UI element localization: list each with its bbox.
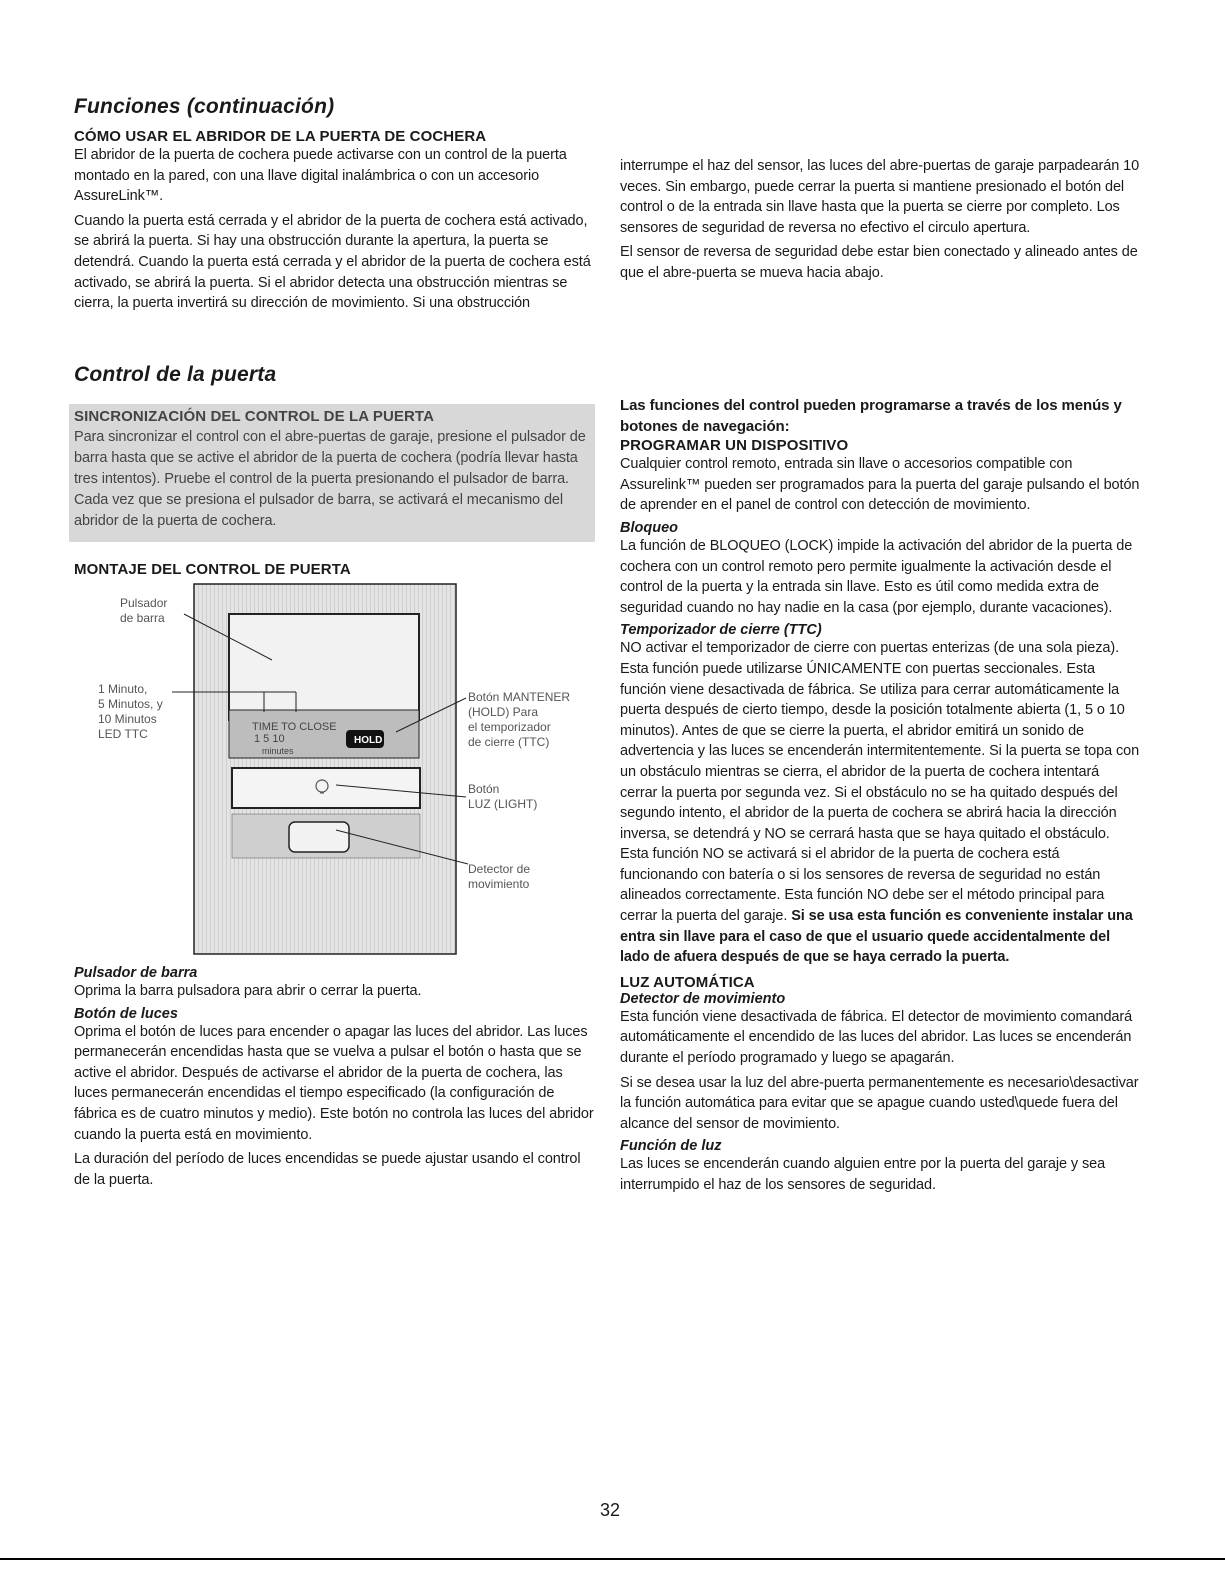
mount-block [74,561,351,578]
menu-intro: Las funciones del control pueden programarse a través de los menús y botones de navegación: [620,397,1122,435]
label-bar [120,596,167,626]
motion-subhead: Detector de movimiento [620,990,786,1007]
mount-heading: MONTAJE DEL CONTROL DE PUERTA [74,561,351,578]
motion-paragraph-2: Si se desea usar la luz del abre-puerta permanentemente es necesario\desactivar la función automática para evitar que se apague cuando usted\quede fuera del alcance del sensor de movimiento. [620,1074,1139,1132]
label-bar-line-1: Pulsador [120,596,168,610]
ttc-panel-minutes: minutes [262,746,294,756]
diagram-svg [74,582,594,962]
label-hold-line-4: de cierre (TTC) [468,735,550,749]
label-hold-line-2: (HOLD) Para [468,705,539,719]
light-paragraph-1: Oprima el botón de luces para encender o apagar las luces del abridor. Las luces permanecerán encendidas hasta que se vuelva a pulsar el botón o hasta que se active el abridor. Después de activarse el abridor de la puerta de cochera, las luces permanecerán encendidas el tiempo especificado (la configuración de fábrica es de cuatro minutos y medio). Este botón no controla las luces del abridor cuando la puerta está en movimiento. [74,1023,594,1143]
label-light-line-2: LUZ (LIGHT) [468,797,538,811]
label-light-line-1: Botón [468,782,500,796]
bar-subhead: Pulsador de barra [74,965,198,981]
control-title [74,363,276,387]
program-text: Cualquier control remoto, entrada sin llave o accesorios compatible con Assurelink™ pueden ser programados para la puerta del garaje pulsando el botón de aprender en el panel de control con detección de movimiento. [620,456,1140,514]
motion-detector [289,822,349,852]
how-to-paragraph-1: El abridor de la puerta de cochera puede activarse con un control de la puerta montado en la pared, con una llave digital inalámbrica o con un accesorio AssureLink™. [74,147,567,205]
label-hold [468,690,570,750]
label-ttc [98,682,163,742]
label-ttc-line-3: 10 Minutos [98,712,157,726]
lightfn-text: Las luces se encenderán cuando alguien entre por la puerta del garaje y sea interrumpido el haz de los sensores de seguridad. [620,1156,1106,1193]
label-hold-line-1: Botón MANTENER [468,690,571,704]
right-lower-block [620,396,1140,1196]
control-title-text: Control de la puerta [74,363,277,386]
section-title [74,95,334,119]
label-ttc-line-1: 1 Minuto, [98,682,148,696]
how-to-use-block [74,128,594,314]
ttc-text [620,638,1140,968]
lock-subhead: Bloqueo [620,519,678,536]
lightfn-subhead: Función de luz [620,1138,722,1155]
door-control-diagram [74,582,594,962]
label-light [468,782,537,812]
page-number: 32 [599,1500,621,1520]
lock-text: La función de BLOQUEO (LOCK) impide la activación del abridor de la puerta de cochera con un control remoto pero permite igualmente la activación desde el control de la puerta y la entrada sin llave. Esto es útil como medida extra de seguridad cuando no hay nadie en la casa (por ejemplo, durante vacaciones). [620,537,1133,616]
how-to-paragraph-2: Cuando la puerta está cerrada y el abridor de la puerta de cochera está activado, se abrirá la puerta. Si hay una obstrucción durante la apertura, la puerta se detendrá. Cuando la puerta está cerrada y el abridor de la puerta de cochera está activado, se abrirá la puerta. Si el abridor detecta una obstrucción mientras se cierra, la puerta invertirá su dirección de movimiento. Si una obstrucción [74,212,591,312]
bottom-rule [0,1558,1225,1560]
label-motion-line-1: Detector de [468,862,531,876]
ttc-subhead: Temporizador de cierre (TTC) [620,622,822,639]
hold-button-label: HOLD [354,735,383,746]
left-lower-block [74,965,594,1190]
light-button [232,768,420,808]
sync-heading: SINCRONIZACIÓN DEL CONTROL DE LA PUERTA [74,408,435,425]
ttc-panel-nums: 1 5 10 [254,733,285,745]
ttc-panel-label: TIME TO CLOSE [252,721,337,733]
label-motion [468,862,530,892]
how-to-heading: CÓMO USAR EL ABRIDOR DE LA PUERTA DE COCHERA [74,128,487,145]
auto-light-heading: LUZ AUTOMÁTICA [620,973,755,991]
label-ttc-line-4: LED TTC [98,727,148,741]
section-title-text: Funciones (continuación) [74,95,335,118]
sync-text: Para sincronizar el control con el abre-puertas de garaje, presione el pulsador de barra hasta que se active el abridor de la puerta de cochera (podría llevar hasta tres intentos). Pruebe el control de la puerta presionando el pulsador de barra. Cada vez que se presiona el pulsador de barra, se activará el mecanismo del abridor de la puerta de cochera. [74,429,586,529]
bar-text: Oprima la barra pulsadora para abrir o cerrar la puerta. [74,983,422,999]
light-subhead: Botón de luces [74,1005,178,1022]
label-ttc-line-2: 5 Minutos, y [98,697,163,711]
continuation-paragraph-1: interrumpe el haz del sensor, las luces del abre-puertas de garaje parpadearán 10 veces. Sin embargo, puede cerrar la puerta si mantiene presionado el botón del control o de la entrada sin llave hasta que la puerta se cierre por completo. Los sensores de seguridad de reversa no efectivo el circulo apertura. [620,158,1140,236]
label-hold-line-3: el temporizador [468,720,551,734]
program-heading: PROGRAMAR UN DISPOSITIVO [620,437,849,455]
bar-button [229,614,419,720]
label-bar-line-2: de barra [120,611,165,625]
label-motion-line-2: movimiento [468,877,530,891]
sync-box [69,404,595,542]
light-paragraph-2: La duración del período de luces encendidas se puede ajustar usando el control de la puerta. [74,1151,581,1188]
motion-paragraph-1: Esta función viene desactivada de fábrica. El detector de movimiento comandará automáticamente el encendido de las luces del abridor. Las luces se encenderán durante el período programado y luego se apagarán. [620,1008,1133,1067]
ttc-text-bold: Si se usa esta función es conveniente instalar una entra sin llave para el caso de que el usuario quede accidentalmente del lado de afuera después de que se haya cerrado la puerta. [620,908,1133,966]
ttc-text-regular: NO activar el temporizador de cierre con puertas enterizas (de una sola pieza). Esta función puede utilizarse ÚNICAMENTE con puertas seccionales. Esta función viene desactivada de fábrica. Se utiliza para cerrar automáticamente la puerta después de cierto tiempo, desde la posición totalmente abierta (1, 5 o 10 minutos). Antes de que se cierre la puerta, el abridor emitirá un sonido de advertencia y las luces se encenderán intermitentemente. Si la puerta se topa con un obstáculo mientras se cierra, el abridor de la puerta de cochera intentará cerrar la puerta por segunda vez. Si el obstáculo no se ha quitado después del segundo intento, el abridor de la puerta de cochera se abrirá hacia la dirección inversa, se detendrá y NO se cerrará hasta que se haya quitado el obstáculo. Esta función NO se activará si el abridor de la puerta de cochera está funcionando con batería o si los sensores de reversa de seguridad no están alineados correctamente. Esta función NO debe ser el método principal para cerrar la puerta del garaje. [620,640,1140,925]
continuation-paragraph-2: El sensor de reversa de seguridad debe estar bien conectado y alineado antes de que el abre-puerta se mueva hacia abajo. [620,244,1138,281]
continuation-block [620,156,1140,284]
